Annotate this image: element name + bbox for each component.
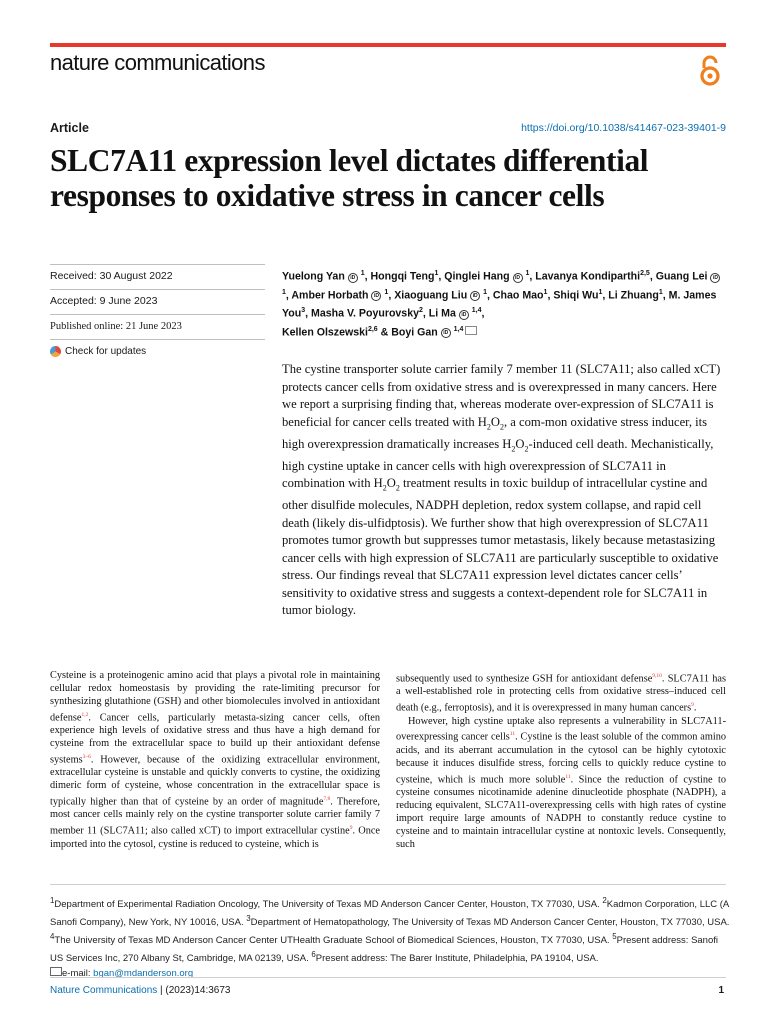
published-date: Published online: 21 June 2023 [50, 321, 182, 332]
author-name[interactable]: Xiaoguang Liu [394, 289, 468, 302]
page-number: 1 [718, 985, 724, 996]
author-name[interactable]: Shiqi Wu [553, 289, 599, 302]
accepted-date: Accepted: 9 June 2023 [50, 295, 158, 307]
reference-link[interactable]: 9 [349, 825, 353, 832]
check-updates-icon [50, 346, 61, 357]
divider [50, 339, 265, 340]
body-paragraph: Cysteine is a proteinogenic amino acid that plays a pivotal role in maintaining cellular redox homeostasis by providing the rate-limiting precursor for synthesizing glutathione (GSH) and other biomolecules involved in antioxidant defense$^{1,2}$. Cancer cells, particularly metasta-sizing cancer cells, often experience high levels of oxidative stress and thus have a high demand for cysteine from the extracellular space to build up their antioxidant defense systems$^{3-6}$. However, because of the oxidizing extracellular environment, extracellular cysteine is unstable and quickly converts to cystine, the oxidizing dimeric form of cysteine, whose concentration in the extracellular space is typically higher than that of cysteine by an order of magnitude$^{7,8}$. Therefore, most cancer cells mainly rely on the cystine transporter solute carrier family 7 member 11 (SLC7A11; also called xCT) to import extracellular cystine$^9$. Once imported into the cytosol, cystine is reduced to cysteine, which is [50, 670, 381, 850]
body-paragraph: subsequently used to synthesize GSH for antioxidant defense$^{9,10}$. SLC7A11 has a well-established role in protecting cells from oxidative stress–induced cell death (e.g., ferroptosis), and it is overexpressed in many human cancers$^9$. [396, 673, 726, 714]
header-accent-bar [50, 43, 726, 47]
divider [50, 289, 265, 290]
orcid-icon[interactable]: iD [348, 273, 358, 283]
article-title: SLC7A11 expression level dictates differential responses to oxidative stress in cancer cells [50, 143, 649, 213]
divider [50, 264, 265, 265]
email-icon[interactable] [465, 326, 477, 335]
check-updates-label: Check for updates [65, 346, 147, 357]
author-name[interactable]: Lavanya Kondiparthi [535, 270, 641, 283]
reference-link[interactable]: 11 [565, 773, 571, 780]
journal-name: nature communications [50, 50, 265, 75]
orcid-icon[interactable]: iD [459, 310, 469, 320]
footer-citation: Nature Communications | (2023)14:3673 [50, 985, 231, 996]
affiliations: $^1$Department of Experimental Radiation Oncology, The University of Texas MD Anderson Cancer Center, Houston, TX 77030, USA. $^2$Kadmon Corporation, LLC (A Sanofi Company), New York, NY 10016, USA. $^3$Department of Hematopathology, The University of Texas MD Anderson Cancer Center, Houston, TX 77030, USA. $^4$The University of Texas MD Anderson Cancer Center UTHealth Graduate School of Biomedical Sciences, Houston, TX 77030, USA. $^5$Present address: Sanofi US Services Inc, 270 Albany St, Cambridge, MA 02139, USA. $^6$Present address: The Barer Institute, Philadelphia, PA 19104, USA. e-mail: bgan@mdanderson.org [50, 896, 730, 979]
body-column-left [50, 670, 380, 851]
email-link[interactable]: bgan@mdanderson.org [93, 967, 194, 979]
author-list: Yuelong Yan iD $^1$, Hongqi Teng$^1$, Qinglei Hang iD $^1$, Lavanya Kondiparthi$^{2,5}$, Guang Lei iD $^1$, Amber Horbath iD $^1$, Xiaoguang Liu iD $^1$, Chao Mao$^1$, Shiqi Wu$^1$, Li Zhuang$^1$, M. James You$^3$, Masha V. Poyurovsky$^2$, Li Ma iD $^{1,4}$, Kellen Olszewski$^{2,6}$ & Boyi Gan iD $^{1,4}$ [282, 266, 722, 340]
author-name[interactable]: Guang Lei [655, 270, 708, 283]
divider [50, 977, 726, 978]
author-name[interactable]: Masha V. Poyurovsky [311, 307, 419, 320]
body-column-right [396, 670, 726, 851]
footer-journal-link[interactable]: Nature Communications [50, 985, 158, 996]
body-paragraph: However, high cystine uptake also represents a vulnerability in SLC7A11-overexpressing cancer cells$^{11}$. Cystine is the least soluble of the common amino acids, and its aberrant accumulation in the cytosol can be highly cytotoxic because it induces disulfide stress, forcing cells to quickly reduce cystine to cysteine, which is much more soluble$^{11}$. Since the reduction of cystine to cysteine consumes nicotinamide adenine dinucleotide phosphate (NADPH), a reducing equivalent, SLC7A11-overexpressing cells with high rates of cystine import require large amounts of NADPH to constantly reduce cystine to cysteine and to maintain intracellular cystine at nontoxic levels. Consequently, such [396, 715, 726, 850]
orcid-icon[interactable]: iD [371, 291, 381, 301]
reference-link[interactable]: 1,2 [81, 711, 89, 718]
author-name[interactable]: Chao Mao [492, 289, 544, 302]
received-date: Received: 30 August 2022 [50, 270, 173, 282]
author-name[interactable]: Hongqi Teng [370, 270, 435, 283]
author-name[interactable]: Yuelong Yan [282, 270, 345, 283]
orcid-icon[interactable]: iD [513, 273, 523, 283]
orcid-icon[interactable]: iD [441, 328, 451, 338]
author-name[interactable]: Qinglei Hang [444, 270, 510, 283]
open-access-icon[interactable] [697, 55, 723, 87]
orcid-icon[interactable]: iD [470, 291, 480, 301]
doi-link[interactable]: https://doi.org/10.1038/s41467-023-39401-9 [521, 122, 726, 134]
divider [50, 314, 265, 315]
author-name[interactable]: Kellen Olszewski [282, 326, 368, 339]
author-name[interactable]: M. James You [282, 289, 717, 320]
author-name[interactable]: Amber Horbath [291, 289, 369, 302]
reference-link[interactable]: 11 [509, 731, 516, 738]
divider [50, 884, 726, 885]
reference-link[interactable]: 7,8 [323, 796, 331, 802]
article-type: Article [50, 121, 89, 135]
author-name[interactable]: Li Zhuang [608, 289, 659, 302]
abstract: The cystine transporter solute carrier family 7 member 11 (SLC7A11; also called xCT) protects cancer cells from oxidative stress and is overexpressed in many cancers. Here we report a surprising finding that, whereas moderate over-expression of SLC7A11 is beneficial for cancer cells treated with $H_2O_2$, a com-mon oxidative stress inducer, its high overexpression dramatically increases $H_2O_2$-induced cell death. Mechanistically, high cystine uptake in cancer cells with high overexpression of SLC7A11 in combination with $H_2O_2$ treatment results in toxic buildup of intracellular cystine and other disulfide molecules, NADPH depletion, redox system collapse, and rapid cell death (likely dis-ulfidptosis). We further show that high overexpression of SLC7A11 promotes tumor growth but suppresses tumor metastasis, likely because metastasizing cancer cells with high expression of SLC7A11 are particularly susceptible to oxidative stress. Our findings reveal that SLC7A11 expression level dictates cancer cells’ sensitivity to oxidative stress and suggests a context-dependent role for SLC7A11 in tumor biology. [282, 362, 721, 618]
reference-link[interactable]: 3–6 [82, 753, 91, 760]
author-name[interactable]: Li Ma [428, 307, 456, 320]
author-name[interactable]: Boyi Gan [391, 326, 438, 339]
orcid-icon[interactable]: iD [710, 273, 720, 283]
reference-link[interactable]: 9,10 [652, 673, 662, 679]
envelope-icon [50, 967, 62, 976]
check-for-updates-button[interactable] [50, 346, 265, 357]
reference-link[interactable]: 9 [691, 702, 694, 709]
